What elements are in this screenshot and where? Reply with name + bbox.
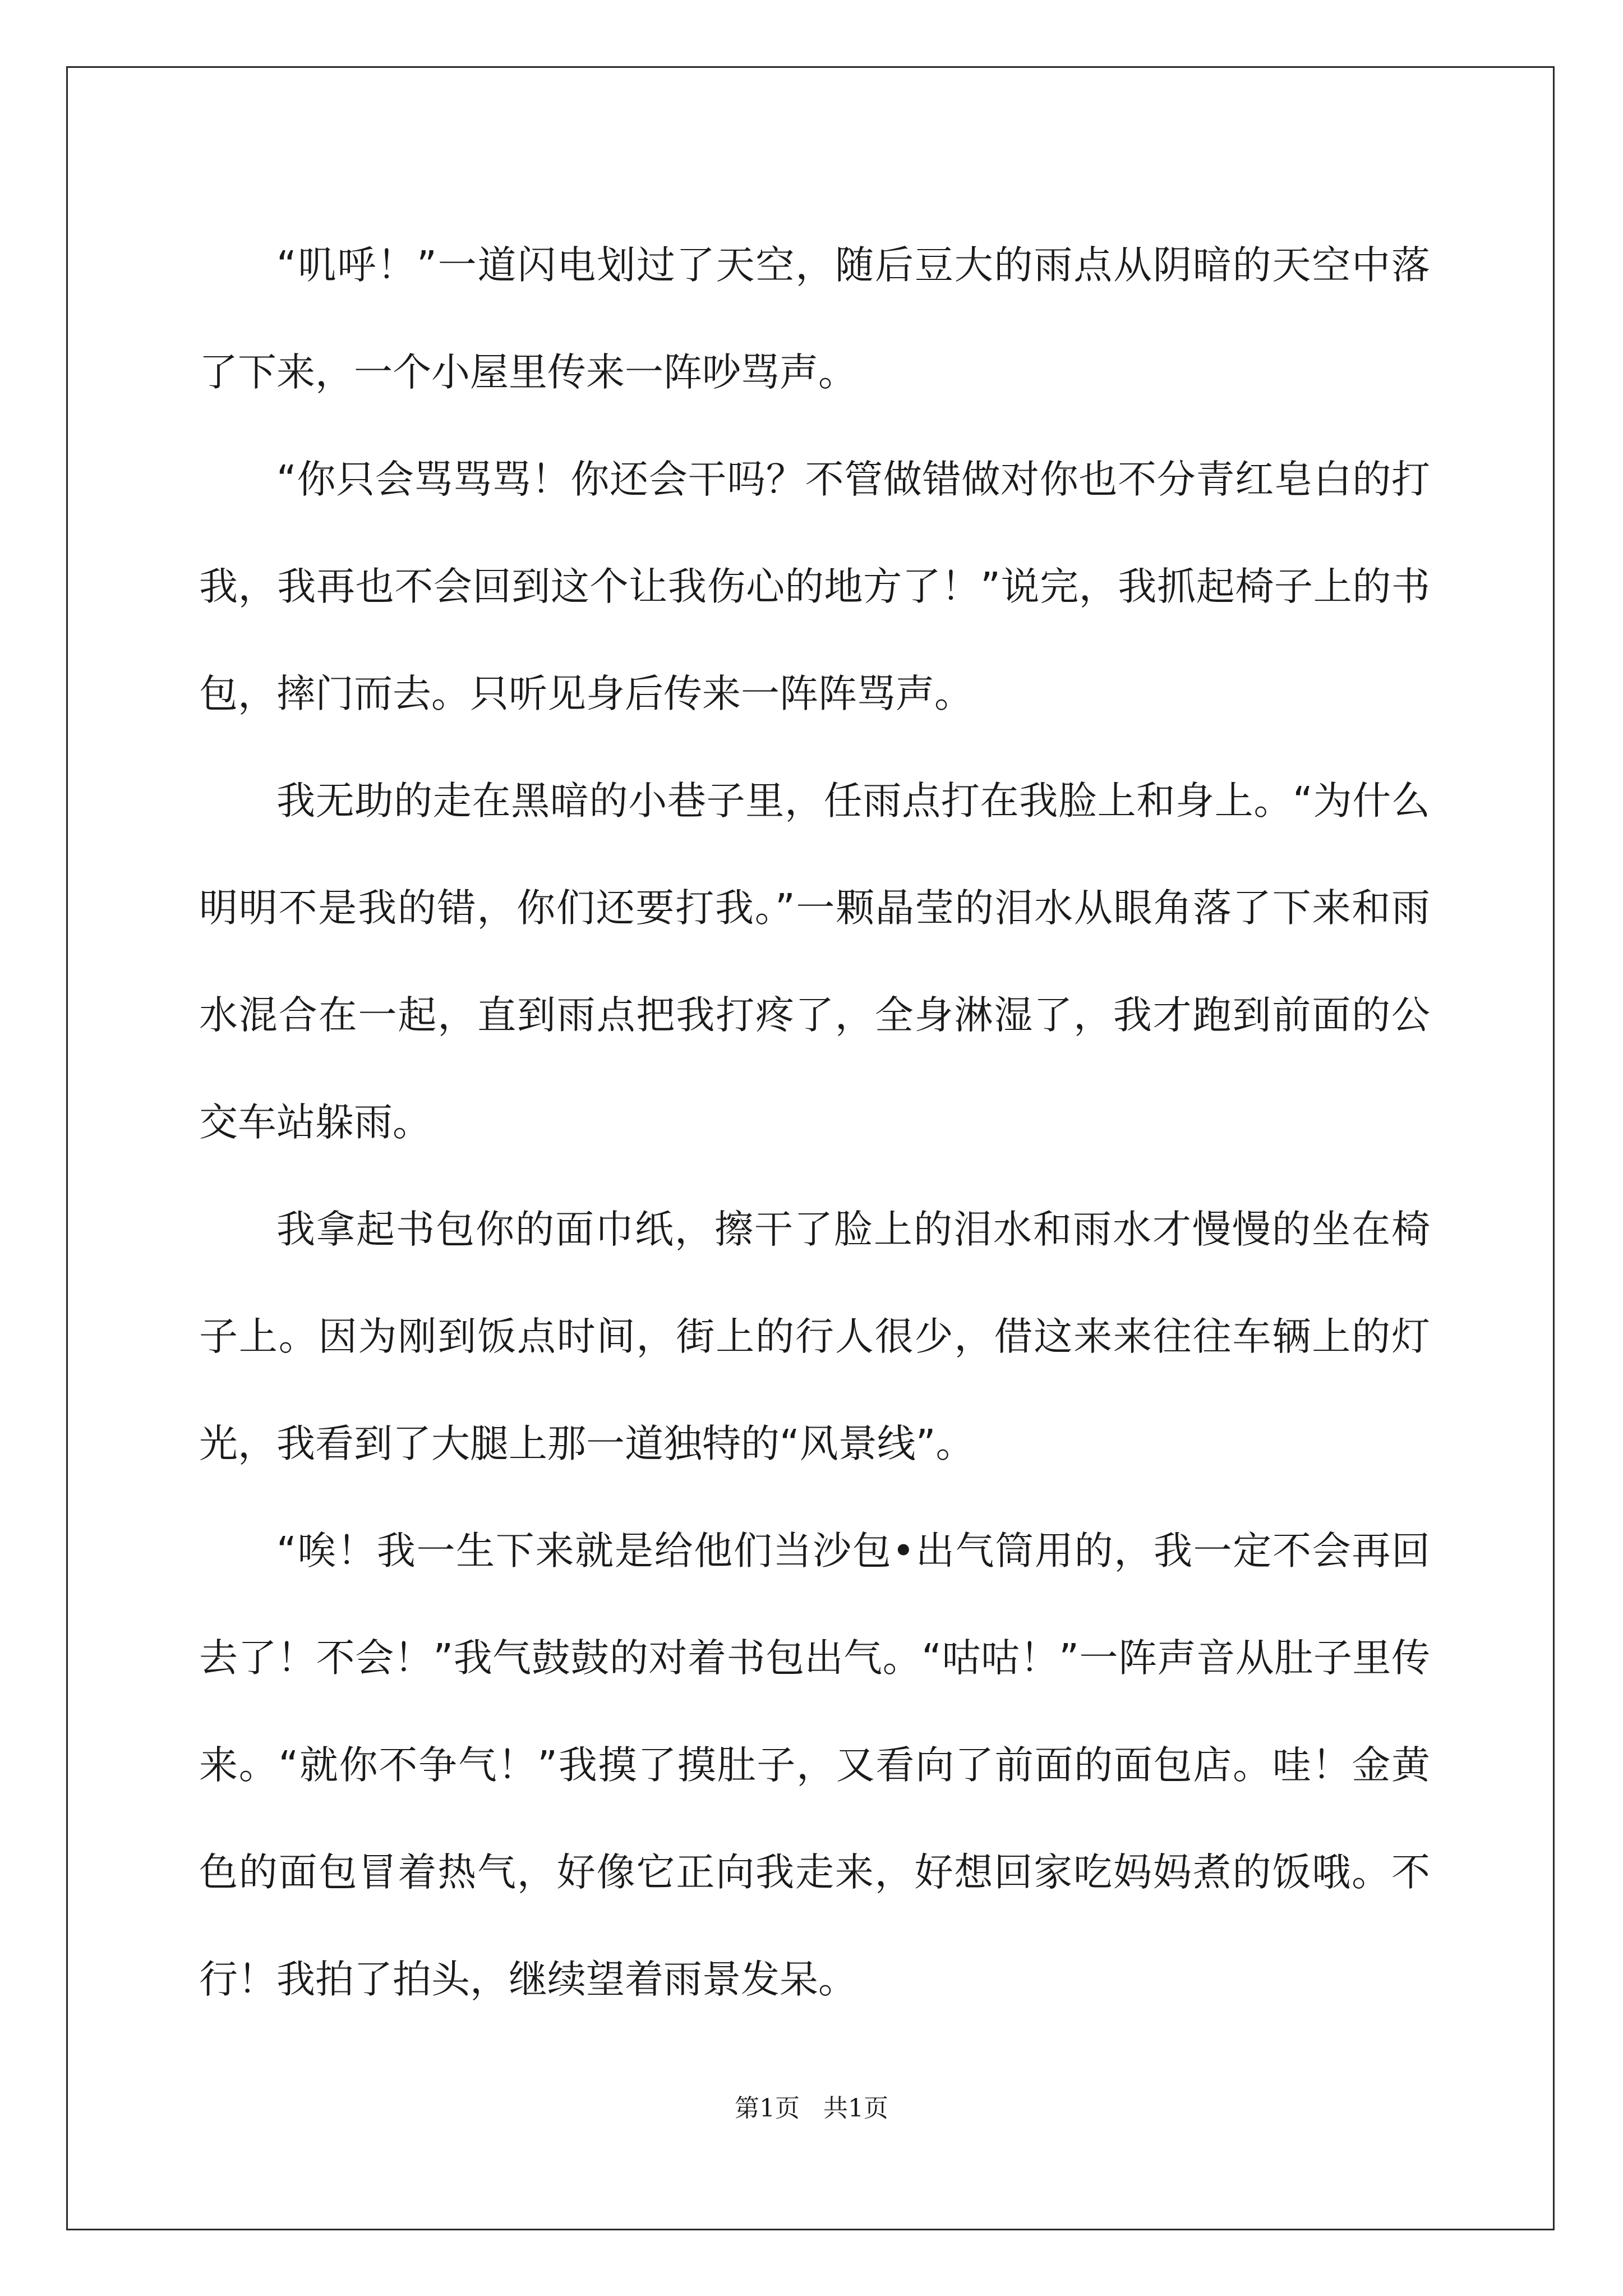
paragraph-4: 我拿起书包你的面巾纸，擦干了脸上的泪水和雨水才慢慢的坐在椅子上。因为刚到饭点时间，街上的行人很少，借这来来往往车辆上的灯光，我看到了大腿上那一道独特的“风景线”。	[199, 1207, 1430, 1466]
page-number-footer: 第1页 共1页	[735, 2094, 888, 2123]
paragraph-5: “唉！我一生下来就是给他们当沙包•出气筒用的，我一定不会再回去了！不会！”我气鼓鼓的对着书包出气。“咕咕！”一阵声音从肚子里传来。“就你不争气！”我摸了摸肚子，又看向了前面的面包店。哇！金黄色的面包冒着热气，好像它正向我走来，好想回家吃妈妈煮的饭哦。不行！我拍了拍头，继续望着雨景发呆。	[199, 1529, 1430, 2002]
paragraph-3: 我无助的走在黑暗的小巷子里，任雨点打在我脸上和身上。“为什么明明不是我的错，你们还要打我。”一颗晶莹的泪水从眼角落了下来和雨水混合在一起，直到雨点把我打疼了，全身淋湿了，我才跑到前面的公交车站躲雨。	[199, 779, 1430, 1145]
paragraph-1: “叽呼！”一道闪电划过了天空，随后豆大的雨点从阴暗的天空中落了下来，一个小屋里传来一阵吵骂声。	[199, 243, 1430, 395]
paragraph-2: “你只会骂骂骂！你还会干吗？不管做错做对你也不分青红皂白的打我，我再也不会回到这个让我伤心的地方了！”说完，我抓起椅子上的书包，摔门而去。只听见身后传来一阵阵骂声。	[199, 457, 1430, 716]
document-body	[199, 212, 1430, 2033]
